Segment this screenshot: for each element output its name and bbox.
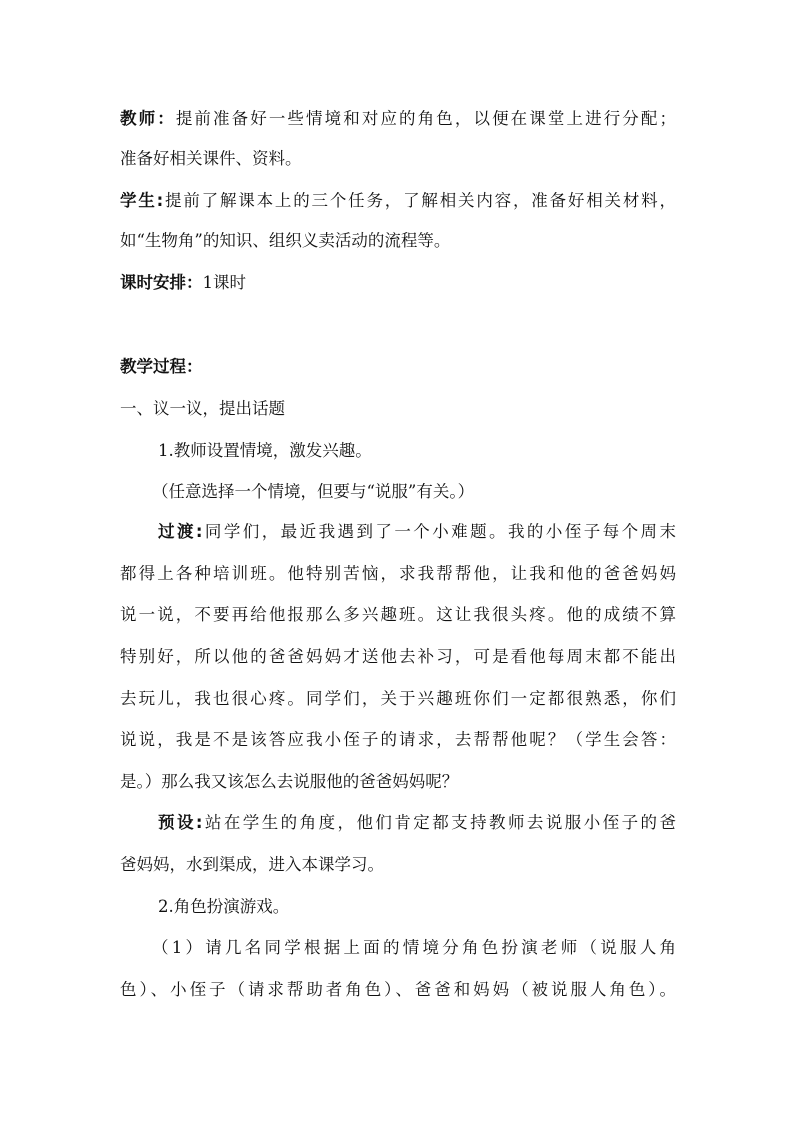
transition-line: 特别好，所以他的爸爸妈妈才送他去补习，可是看他每周末都不能出: [120, 647, 676, 666]
process-heading: 教学过程：: [120, 357, 203, 376]
item1-note: （任意选择一个情境，但要与“说服”有关。）: [152, 482, 475, 501]
preset-label: 预设:: [158, 813, 203, 832]
preset-text-line2: 爸妈妈，水到渠成，进入本课学习。: [120, 855, 384, 874]
teacher-text-line1: 提前准备好一些情境和对应的角色，以便在课堂上进行分配；: [175, 109, 677, 128]
item2-sub-line1: （1）请几名同学根据上面的情境分角色扮演老师（说服人角: [152, 938, 676, 957]
section1-heading: 一、议一议，提出话题: [120, 399, 285, 418]
schedule-line: [120, 272, 246, 294]
item1: 1.教师设置情境，激发兴趣。: [158, 441, 372, 460]
transition-label: 过渡:: [158, 522, 203, 541]
transition-paragraph: [158, 521, 676, 543]
student-paragraph: [120, 190, 676, 212]
item2-sub-line2: 色）、小侄子（请求帮助者角色）、爸爸和妈妈（被说服人角色）。: [120, 980, 676, 999]
teacher-paragraph: [120, 108, 676, 130]
item2: 2.角色扮演游戏。: [158, 897, 290, 916]
schedule-label: 课时安排：: [120, 273, 203, 292]
student-text-line1: 提前了解课本上的三个任务，了解相关内容，准备好相关材料，: [163, 191, 676, 210]
teacher-text-line2: 准备好相关课件、资料。: [120, 149, 302, 168]
student-text-line2: 如“生物角”的知识、组织义卖活动的流程等。: [120, 231, 451, 250]
student-label: 学生:: [120, 191, 164, 210]
transition-line: 都得上各种培训班。他特别苦恼，求我帮帮他，让我和他的爸爸妈妈: [120, 564, 676, 583]
transition-line: 说说，我是不是该答应我小侄子的请求，去帮帮他呢？（学生会答：: [120, 730, 676, 749]
teacher-label: 教师：: [120, 109, 176, 128]
transition-line: 说一说，不要再给他报那么多兴趣班。这让我很头疼。他的成绩不算: [120, 605, 676, 624]
transition-line: 去玩儿，我也很心疼。同学们，关于兴趣班你们一定都很熟悉，你们: [120, 689, 676, 708]
preset-paragraph: [158, 812, 676, 834]
preset-text-line1: 站在学生的角度，他们肯定都支持教师去说服小侄子的爸: [202, 813, 676, 832]
transition-line: 同学们，最近我遇到了一个小难题。我的小侄子每个周末: [202, 522, 676, 541]
schedule-value: 1课时: [202, 273, 246, 292]
transition-line: 是。）那么我又该怎么去说服他的爸爸妈妈呢？: [120, 772, 459, 791]
